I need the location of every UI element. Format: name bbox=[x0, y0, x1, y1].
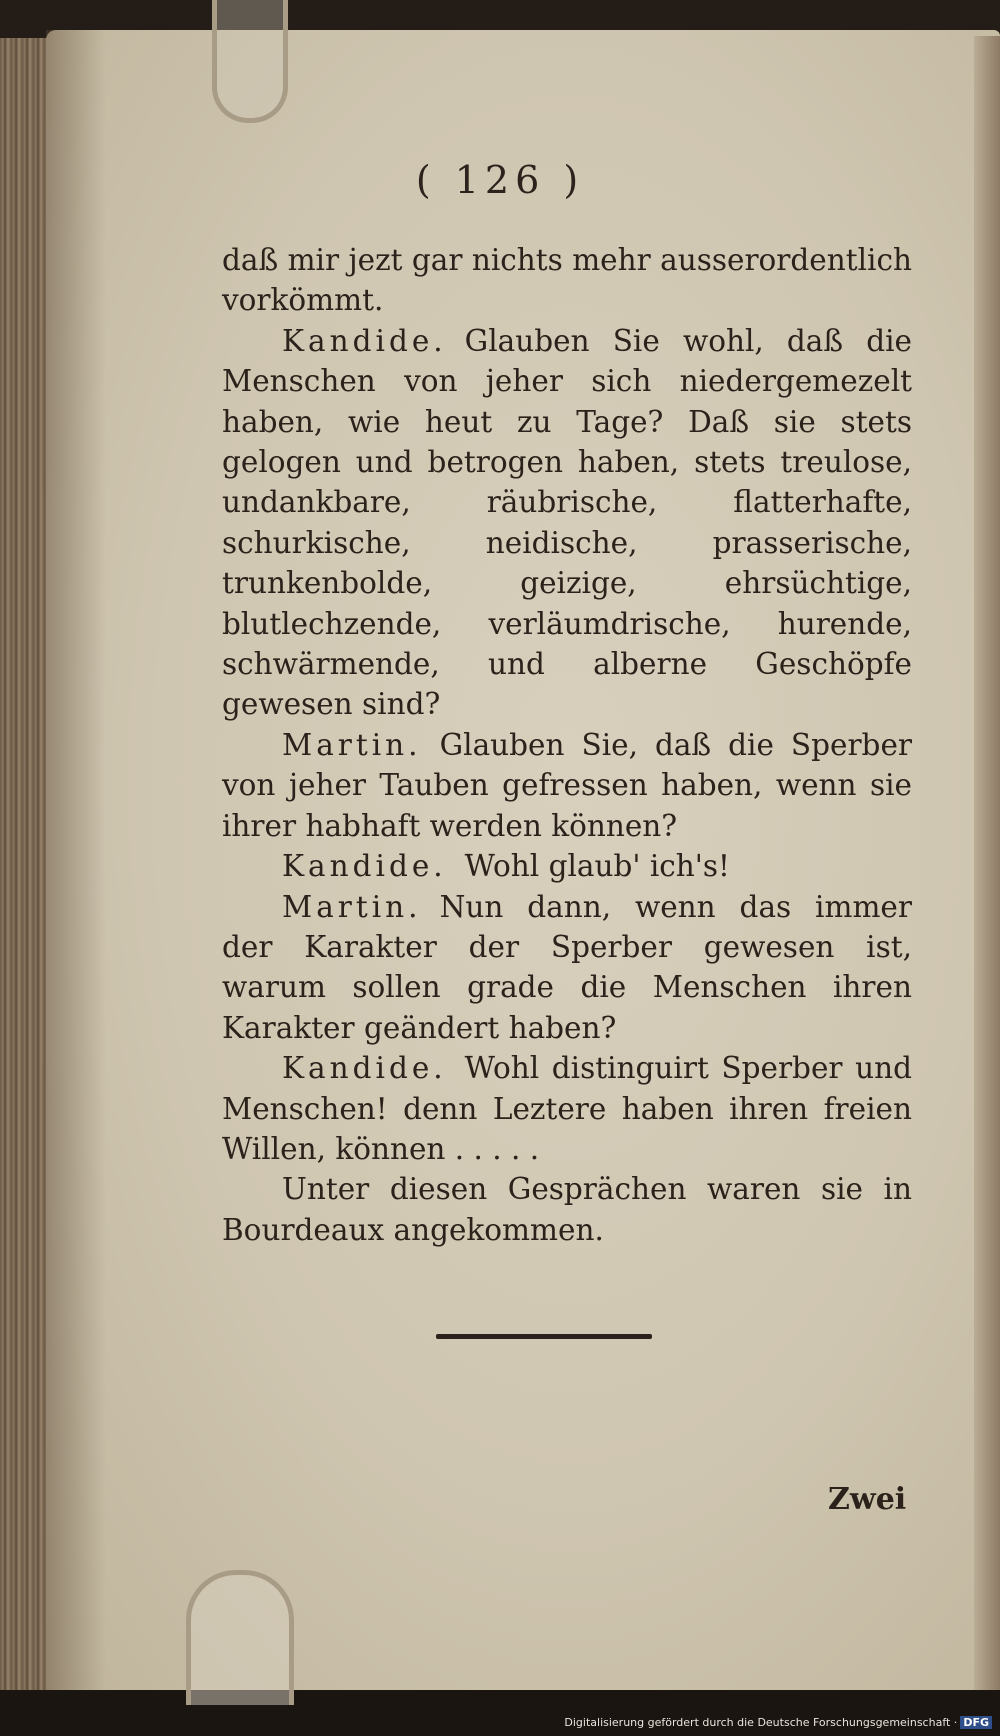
speech-text: Nun dann, wenn das immer der Karakter der Sperber gewesen ist, warum sollen grade die Menschen ihren Karakter geändert haben? bbox=[222, 889, 912, 1045]
credit-text: Digitalisierung gefördert durch die Deutsche Forschungsgemeinschaft · bbox=[564, 1716, 958, 1729]
dfg-logo: DFG bbox=[960, 1716, 992, 1729]
paragraph-martin-2 bbox=[222, 887, 912, 1049]
speaker-name: Martin. bbox=[282, 889, 422, 924]
paragraph-kandide-3 bbox=[222, 1048, 912, 1169]
speech-text: Wohl glaub' ich's! bbox=[464, 849, 730, 884]
page-clip-bottom-icon bbox=[186, 1570, 294, 1705]
speaker-name: Kandide. bbox=[282, 1051, 447, 1086]
paragraph-kandide-2 bbox=[222, 846, 912, 886]
catchword: Zwei bbox=[828, 1482, 907, 1517]
scan-bottom-border bbox=[0, 1690, 1000, 1736]
page-gutter-shadow bbox=[46, 30, 106, 1695]
speaker-name: Kandide. bbox=[282, 323, 447, 358]
digitization-credit bbox=[564, 1716, 992, 1729]
speech-text: Wohl distinguirt Sperber und Menschen! denn Leztere haben ihren freien Willen, können . . . . . bbox=[222, 1051, 912, 1166]
paragraph-martin-1 bbox=[222, 725, 912, 846]
page-number: ( 126 ) bbox=[415, 158, 585, 202]
speaker-name: Martin. bbox=[282, 727, 422, 762]
page-clip-top-icon bbox=[212, 0, 288, 123]
speaker-name: Kandide. bbox=[282, 849, 447, 884]
speech-text: Glauben Sie wohl, daß die Menschen von jeher sich niedergemezelt haben, wie heut zu Tage? Daß sie stets gelogen und betrogen haben, stets treulose, undankbare, räubrische, flatterhafte, schurkische, neidische, prasserische, trunkenbolde, geizige, ehrsüchtige, blutlechzende, verläumdrische, hurende, schwärmende, und alberne Geschöpfe gewesen sind? bbox=[222, 323, 912, 722]
speech-text: Glauben Sie, daß die Sperber von jeher Tauben gefressen haben, wenn sie ihrer habhaft werden können? bbox=[222, 727, 912, 843]
paragraph-kandide-1 bbox=[222, 321, 912, 725]
paragraph-closing: Unter diesen Gesprächen waren sie in Bourdeaux angekommen. bbox=[222, 1172, 912, 1247]
body-text bbox=[222, 240, 912, 1250]
paragraph-continuation: daß mir jezt gar nichts mehr ausserordentlich vorkömmt. bbox=[222, 243, 912, 318]
book-right-edge bbox=[974, 36, 1000, 1696]
section-divider-rule bbox=[436, 1334, 652, 1339]
